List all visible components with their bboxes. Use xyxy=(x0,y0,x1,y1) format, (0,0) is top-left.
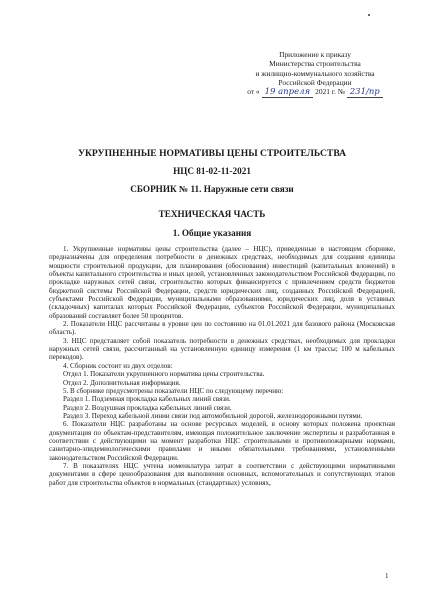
document-body xyxy=(49,245,395,487)
decorative-dot xyxy=(368,14,370,16)
order-date-line xyxy=(230,87,400,98)
paragraph: 6. Показатели НЦС разработаны на основе ресурсных моделей, в основу которых положена проектная документация по объектам-представителям, имеющая положительное заключение экспертизы и разработанная в соответствии с действующими на момент разработки НЦС строительными и противопожарными нормами, санитарно-эпидемиологическими правилами и иными обязательными требованиями, установленными законодательством Российской Федерации. xyxy=(49,420,395,462)
part-title: ТЕХНИЧЕСКАЯ ЧАСТЬ xyxy=(158,209,266,219)
date-prefix: от « xyxy=(247,87,260,97)
paragraph: 4. Сборник состоит из двух отделов: xyxy=(63,361,173,370)
paragraph: Раздел 3. Переход кабельной линии связи под автомобильной дорогой, железнодорожными путями. xyxy=(63,411,363,420)
code-title: НЦС 81-02-11-2021 xyxy=(173,166,251,176)
paragraph: 3. НЦС представляет собой показатель потребности в денежных средствах, необходимых для прокладки наружных сетей связи, рассчитанный на установленную единицу измерения (1 км трассы; 100 м кабельных перекодов). xyxy=(49,336,395,362)
paragraph: 5. В сборнике предусмотрены показатели НЦС по следующему перечню: xyxy=(63,386,284,395)
handwritten-date: 19 апреля xyxy=(262,88,314,98)
date-suffix: 2021 г. № xyxy=(315,87,345,97)
appendix-line: и жилищно-коммунального хозяйства xyxy=(255,68,375,78)
appendix-line: Министерства строительства xyxy=(269,59,361,69)
handwritten-number: 231/пр xyxy=(347,88,383,98)
paragraph: 7. В показателях НЦС учтена номенклатура затрат в соответствии с действующими нормативными документами в сфере ценообразования для выполнения основных, вспомогательных и сопутствующих этапов работ для строительства объектов в нормальных (стандартных) условиях, xyxy=(49,461,395,487)
section-title: 1. Общие указания xyxy=(172,228,252,238)
paragraph: Отдел 2. Дополнительная информация. xyxy=(63,378,181,387)
paragraph: 1. Укрупненные нормативы цены строительства (далее – НЦС), приведенные в настоящем сборнике, предназначены для определения потребности в денежных средствах, необходимых для создания единицы мощности строительной продукции, для планирования (обоснования) инвестиций (капитальных вложений) в объекты капитального строительства и иных целей, установленных законодательством Российской Федерации, по прокладке наружных сетей связи, строительство которых финансируется с привлечением средств бюджетов бюджетной системы Российской Федерации, средств юридических лиц, созданных Российской Федерацией, субъектами Российской Федерации, муниципальными образованиями, юридических лиц, доля в уставных (складочных) капиталах которых Российской Федерации, субъектов Российской Федерации, муниципальных образований составляет более 50 процентов. xyxy=(49,245,395,320)
appendix-line: Российской Федерации xyxy=(278,77,352,87)
collection-title: СБОРНИК № 11. Наружные сети связи xyxy=(130,184,294,194)
paragraph: Отдел 1. Показатели укрупненного норматива цены строительства. xyxy=(63,370,265,379)
page-number: 1 xyxy=(385,572,389,580)
paragraph: Раздел 2. Воздушная прокладка кабельных линий связи. xyxy=(63,403,232,412)
approval-block xyxy=(230,50,400,98)
paragraph: 2. Показатели НЦС рассчитаны в уровне цен по состоянию на 01.01.2021 для базового района (Московская область). xyxy=(49,320,395,337)
main-title: УКРУПНЕННЫЕ НОРМАТИВЫ ЦЕНЫ СТРОИТЕЛЬСТВА xyxy=(77,148,347,159)
paragraph: Раздел 1. Подземная прокладка кабельных линий связи. xyxy=(63,395,231,404)
appendix-line: Приложение к приказу xyxy=(279,50,351,59)
